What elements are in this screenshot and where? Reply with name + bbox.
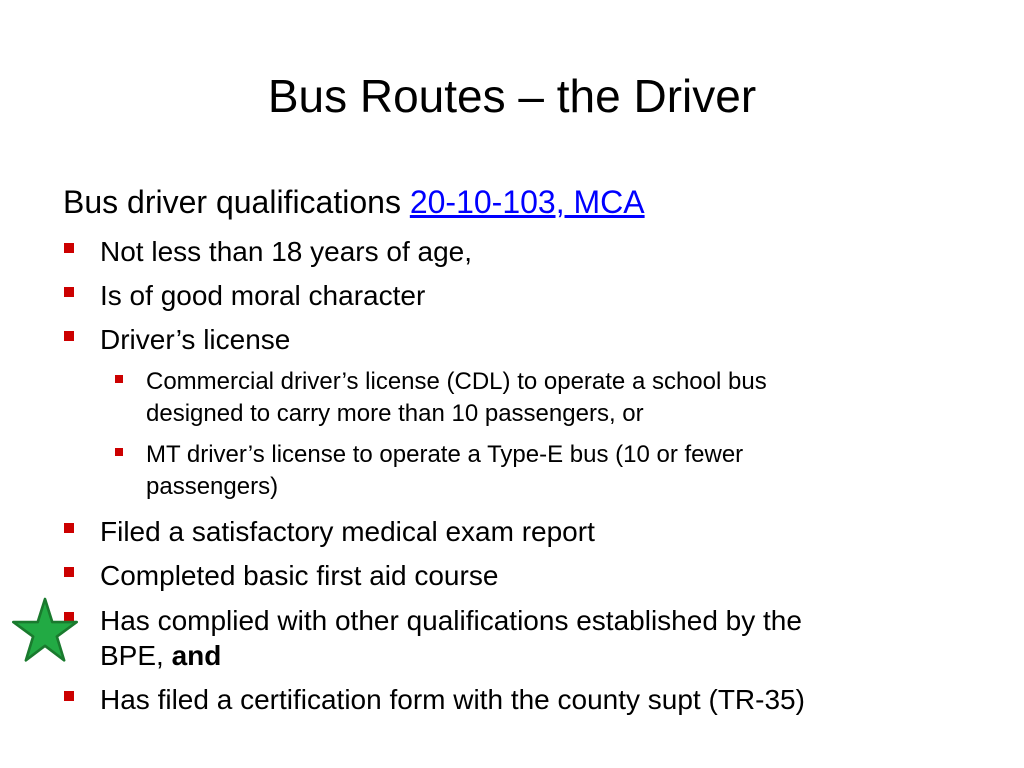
sub-bullet-marker	[115, 375, 123, 383]
slide-title: Bus Routes – the Driver	[267, 70, 757, 122]
sub-bullet-marker	[115, 448, 123, 456]
bullet-marker	[64, 523, 74, 533]
bullet-item: Driver’s license	[100, 324, 291, 355]
bullet-marker	[64, 243, 74, 253]
bullet-item: Filed a satisfactory medical exam report	[100, 516, 595, 547]
bullet-item: Is of good moral character	[100, 280, 426, 311]
bullet-item-line1: Has complied with other qualifications established by the	[100, 605, 802, 636]
bullet-item: Completed basic first aid course	[100, 560, 499, 591]
bullet-item: Not less than 18 years of age,	[100, 236, 472, 267]
intro-line	[63, 180, 645, 224]
bullet-item: Has filed a certification form with the county supt (TR-35)	[100, 684, 805, 715]
bullet-item-line2	[100, 638, 221, 674]
bullet-text-plain: BPE,	[100, 640, 172, 671]
bullet-text-bold: and	[171, 640, 222, 671]
bullet-marker	[64, 567, 74, 577]
intro-text: Bus driver qualifications	[63, 184, 410, 220]
statute-link[interactable]: 20-10-103, MCA	[409, 184, 645, 220]
bullet-marker	[64, 691, 74, 701]
bullet-marker	[64, 287, 74, 297]
sub-bullet-line1: MT driver’s license to operate a Type-E bus (10 or fewer	[146, 441, 744, 468]
bullet-marker	[64, 331, 74, 341]
green-star-icon	[12, 592, 78, 668]
sub-bullet-line2: passengers)	[146, 473, 279, 500]
sub-bullet-line2: designed to carry more than 10 passengers, or	[146, 400, 644, 427]
sub-bullet-line1: Commercial driver’s license (CDL) to operate a school bus	[146, 368, 767, 395]
